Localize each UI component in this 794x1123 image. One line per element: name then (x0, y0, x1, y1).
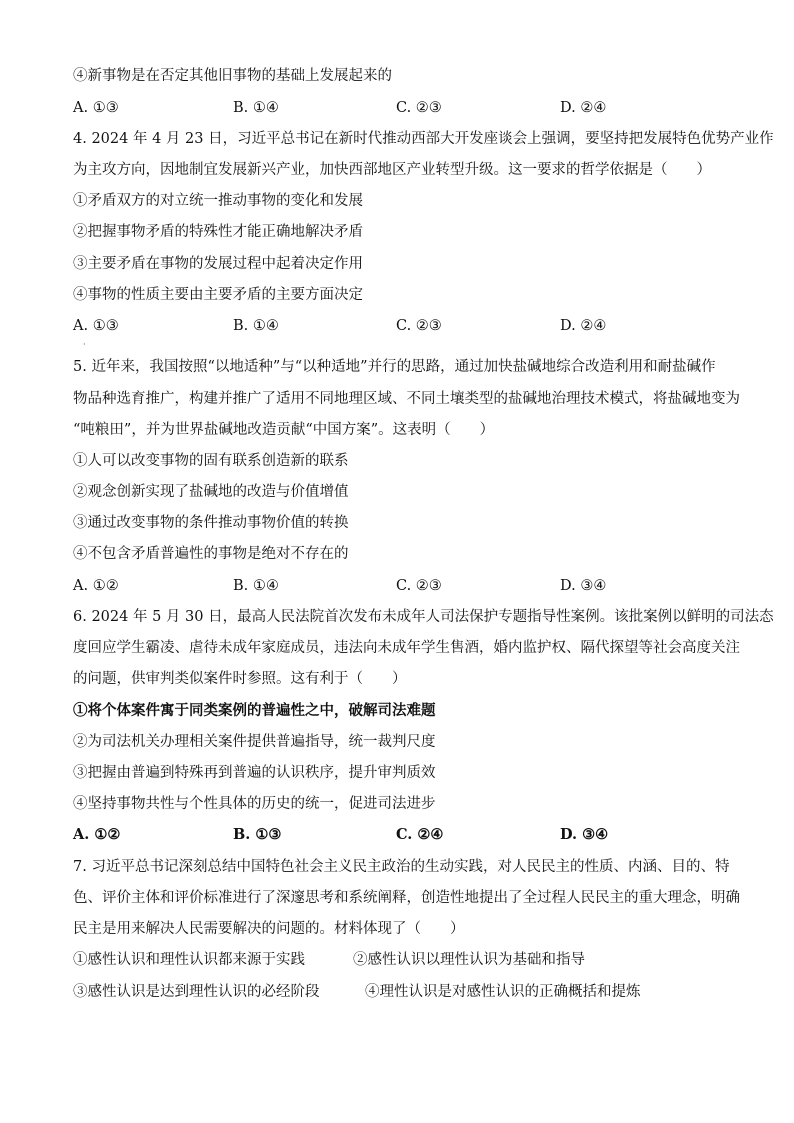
q5-option-a[interactable]: A. ①② (73, 578, 119, 594)
q5-statement-4: ④不包含矛盾普遍性的事物是绝对不存在的 (73, 546, 349, 562)
q5-option-c[interactable]: C. ②③ (396, 578, 442, 594)
q4-option-a[interactable]: A. ①③ (73, 318, 119, 334)
stray-dot: · (83, 340, 86, 349)
q6-stem-line-3: 的问题，供审判类似案件时参照。这有利于（ ） (73, 671, 407, 687)
q7-statement-1: ①感性认识和理性认识都来源于实践 (73, 952, 305, 968)
q5-option-d[interactable]: D. ③④ (560, 578, 607, 594)
q3-option-d[interactable]: D. ②④ (560, 100, 607, 116)
q5-statement-2: ②观念创新实现了盐碱地的改造与价值增值 (73, 484, 349, 500)
q5-stem-line-2: 物品种选育推广，构建并推广了适用不同地理区域、不同土壤类型的盐碱地治理技术模式，将盐碱地变为 (73, 391, 740, 407)
q5-statement-1: ①人可以改变事物的固有联系创造新的联系 (73, 453, 349, 469)
q6-option-a[interactable]: A. ①② (73, 826, 121, 843)
q4-statement-3: ③主要矛盾在事物的发展过程中起着决定作用 (73, 256, 363, 272)
q6-option-c[interactable]: C. ②④ (396, 826, 444, 843)
q7-statement-3: ③感性认识是达到理性认识的必经阶段 (73, 984, 320, 1000)
q4-stem-line-2: 为主攻方向，因地制宜发展新兴产业，加快西部地区产业转型升级。这一要求的哲学依据是（ ） (73, 162, 711, 178)
q3-option-c[interactable]: C. ②③ (396, 100, 442, 116)
q6-stem-line-1: 6. 2024 年 5 月 30 日，最高人民法院首次发布未成年人司法保护专题指导性案例。该批案例以鲜明的司法态 (73, 609, 774, 625)
q3-options (73, 98, 733, 118)
q5-stem-line-1: 5. 近年来，我国按照“以地适种”与“以种适地”并行的思路，通过加快盐碱地综合改造利用和耐盐碱作 (73, 359, 716, 375)
q6-statement-3: ③把握由普遍到特殊再到普遍的认识秩序，提升审判质效 (73, 765, 436, 781)
q7-statement-2: ②感性认识以理性认识为基础和指导 (353, 952, 585, 968)
q4-statement-4: ④事物的性质主要由主要矛盾的主要方面决定 (73, 287, 363, 303)
q6-statement-2: ②为司法机关办理相关案件提供普遍指导，统一裁判尺度 (73, 734, 436, 750)
q4-option-b[interactable]: B. ①④ (233, 318, 279, 334)
q3-option-a[interactable]: A. ①③ (73, 100, 119, 116)
q5-statement-3: ③通过改变事物的条件推动事物价值的转换 (73, 515, 349, 531)
q7-stem-line-2: 色、评价主体和评价标准进行了深邃思考和系统阐释，创造性地提出了全过程人民民主的重大理念，明确 (73, 890, 740, 906)
q7-statement-4: ④理性认识是对感性认识的正确概括和提炼 (365, 984, 641, 1000)
q6-stem-line-2: 度回应学生霸凌、虐待未成年家庭成员，违法向未成年学生售酒，婚内监护权、隔代探望等社会高度关注 (73, 640, 740, 656)
q5-stem-line-3: “吨粮田”，并为世界盐碱地改造贡献“中国方案”。这表明（ ） (73, 422, 495, 438)
q5-option-b[interactable]: B. ①④ (233, 578, 279, 594)
q6-option-b[interactable]: B. ①③ (233, 826, 282, 843)
q4-stem-line-1: 4. 2024 年 4 月 23 日，习近平总书记在新时代推动西部大开发座谈会上强调，要坚持把发展特色优势产业作 (73, 131, 774, 147)
q6-statement-4: ④坚持事物共性与个性具体的历史的统一，促进司法进步 (73, 796, 436, 812)
q4-statement-1: ①矛盾双方的对立统一推动事物的变化和发展 (73, 193, 363, 209)
q7-statements-row-2 (73, 982, 733, 1002)
q4-option-d[interactable]: D. ②④ (560, 318, 607, 334)
q7-stem-line-1: 7. 习近平总书记深刻总结中国特色社会主义民主政治的生动实践，对人民民主的性质、内涵、目的、特 (73, 859, 730, 875)
q6-statement-1: ①将个体案件寓于同类案例的普遍性之中，破解司法难题 (73, 702, 436, 719)
q6-options (73, 825, 733, 845)
q3-option-b[interactable]: B. ①④ (233, 100, 279, 116)
q7-statements-row-1 (73, 950, 733, 970)
q7-stem-line-3: 民主是用来解决人民需要解决的问题的。材料体现了（ ） (73, 921, 465, 937)
q5-options (73, 576, 733, 596)
q6-option-d[interactable]: D. ③④ (560, 826, 609, 843)
q4-statement-2: ②把握事物矛盾的特殊性才能正确地解决矛盾 (73, 224, 363, 240)
q4-option-c[interactable]: C. ②③ (396, 318, 442, 334)
q4-options (73, 316, 733, 336)
q3-statement-4: ④新事物是在否定其他旧事物的基础上发展起来的 (73, 68, 392, 84)
